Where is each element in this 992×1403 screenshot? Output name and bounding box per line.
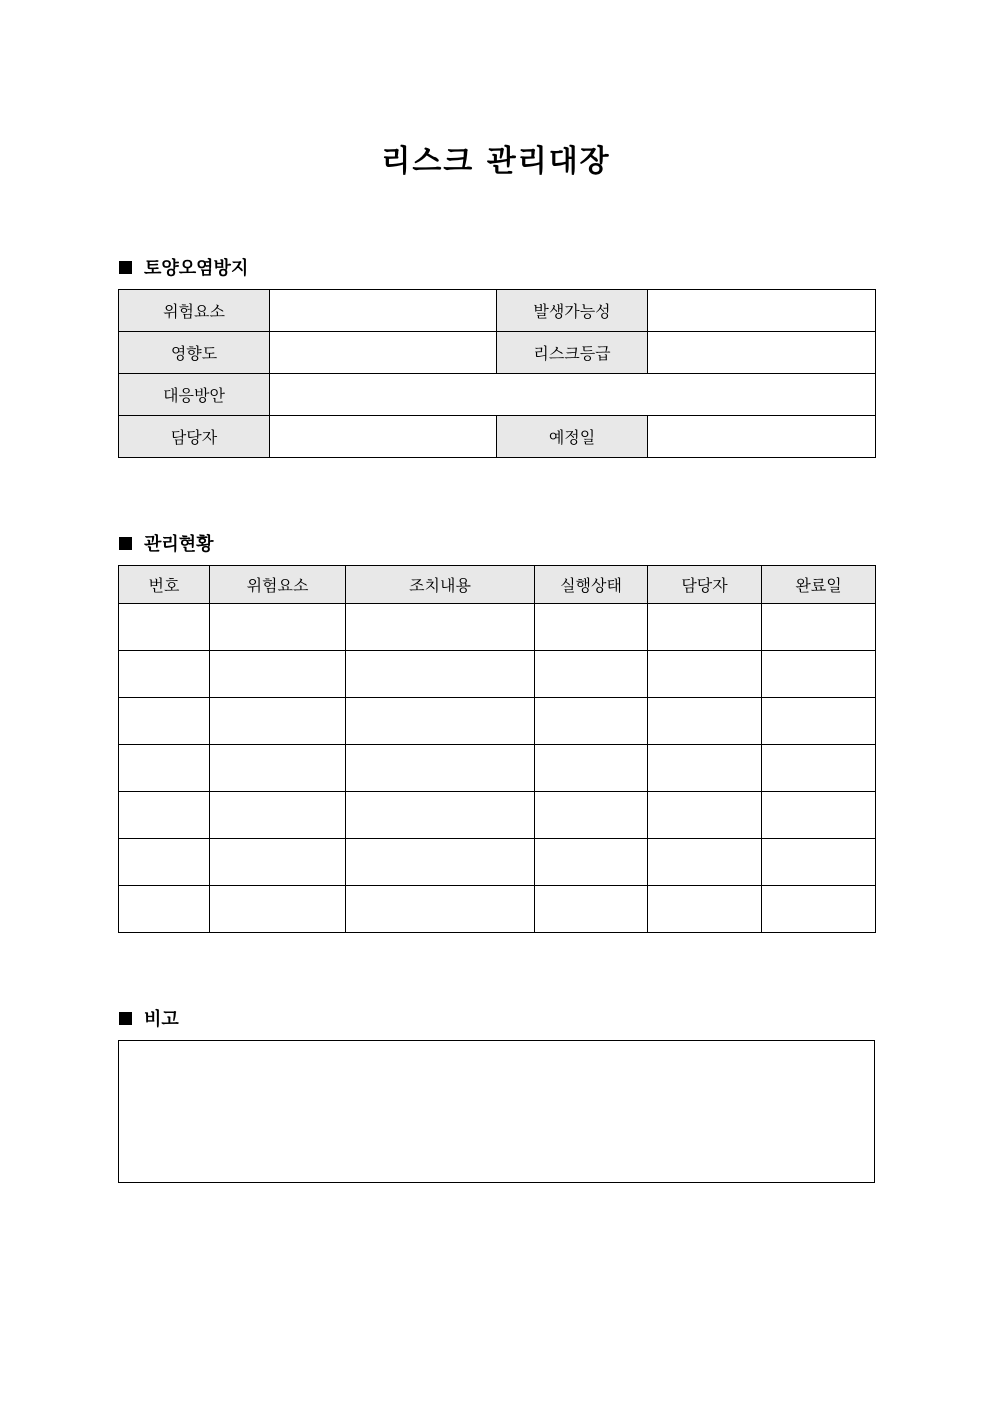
table-cell[interactable] — [119, 792, 210, 839]
table-cell[interactable] — [210, 839, 346, 886]
table-row — [119, 745, 876, 792]
table-cell[interactable] — [762, 839, 876, 886]
table-cell[interactable] — [119, 886, 210, 933]
risk-factor-label: 위험요소 — [119, 290, 270, 332]
table-cell[interactable] — [346, 745, 535, 792]
risk-grade-field[interactable] — [648, 332, 876, 374]
table-row — [119, 839, 876, 886]
column-header: 위험요소 — [210, 566, 346, 604]
impact-label: 영향도 — [119, 332, 270, 374]
table-cell[interactable] — [648, 839, 762, 886]
scheduled-date-field[interactable] — [648, 416, 876, 458]
scheduled-date-label: 예정일 — [497, 416, 648, 458]
column-header: 실행상태 — [535, 566, 648, 604]
table-cell[interactable] — [762, 604, 876, 651]
table-cell[interactable] — [535, 745, 648, 792]
page-title: 리스크 관리대장 — [381, 144, 611, 179]
table-cell[interactable] — [346, 698, 535, 745]
table-cell[interactable] — [346, 792, 535, 839]
management-status-table — [118, 565, 876, 933]
table-cell[interactable] — [648, 698, 762, 745]
column-header: 조치내용 — [346, 566, 535, 604]
table-cell[interactable] — [346, 604, 535, 651]
table-cell[interactable] — [119, 651, 210, 698]
table-row — [119, 604, 876, 651]
table-cell[interactable] — [535, 604, 648, 651]
square-bullet-icon — [119, 537, 132, 550]
square-bullet-icon — [119, 1012, 132, 1025]
table-cell[interactable] — [119, 698, 210, 745]
table-row — [119, 886, 876, 933]
owner-label: 담당자 — [119, 416, 270, 458]
table-cell[interactable] — [762, 698, 876, 745]
table-cell[interactable] — [346, 839, 535, 886]
risk-factor-field[interactable] — [270, 290, 497, 332]
section-heading-label: 관리현황 — [144, 534, 214, 555]
owner-field[interactable] — [270, 416, 497, 458]
section-heading-soil — [119, 254, 248, 280]
response-plan-label: 대응방안 — [119, 374, 270, 416]
section-heading-notes — [119, 1005, 179, 1031]
table-cell[interactable] — [119, 604, 210, 651]
table-cell[interactable] — [762, 651, 876, 698]
risk-grade-label: 리스크등급 — [497, 332, 648, 374]
table-cell[interactable] — [535, 651, 648, 698]
table-cell[interactable] — [210, 792, 346, 839]
impact-field[interactable] — [270, 332, 497, 374]
response-plan-field[interactable] — [270, 374, 876, 416]
table-cell[interactable] — [210, 651, 346, 698]
table-cell[interactable] — [210, 604, 346, 651]
table-cell[interactable] — [648, 792, 762, 839]
table-row — [119, 651, 876, 698]
table-cell[interactable] — [210, 886, 346, 933]
table-cell[interactable] — [648, 745, 762, 792]
table-cell[interactable] — [648, 604, 762, 651]
table-cell[interactable] — [648, 651, 762, 698]
table-cell[interactable] — [346, 886, 535, 933]
section-heading-status — [119, 530, 214, 556]
table-cell[interactable] — [648, 886, 762, 933]
table-cell[interactable] — [119, 839, 210, 886]
square-bullet-icon — [119, 261, 132, 274]
column-header: 담당자 — [648, 566, 762, 604]
table-header-row — [119, 566, 876, 604]
table-cell[interactable] — [762, 745, 876, 792]
table-cell[interactable] — [346, 651, 535, 698]
table-row — [119, 698, 876, 745]
section-heading-label: 비고 — [144, 1009, 179, 1030]
likelihood-label: 발생가능성 — [497, 290, 648, 332]
table-cell[interactable] — [535, 839, 648, 886]
table-cell[interactable] — [762, 792, 876, 839]
table-cell[interactable] — [119, 745, 210, 792]
risk-info-table — [118, 289, 876, 458]
notes-box[interactable] — [118, 1040, 875, 1183]
table-cell[interactable] — [535, 792, 648, 839]
likelihood-field[interactable] — [648, 290, 876, 332]
table-cell[interactable] — [210, 698, 346, 745]
table-cell[interactable] — [762, 886, 876, 933]
table-cell[interactable] — [535, 698, 648, 745]
column-header: 번호 — [119, 566, 210, 604]
table-cell[interactable] — [210, 745, 346, 792]
table-row — [119, 792, 876, 839]
column-header: 완료일 — [762, 566, 876, 604]
section-heading-label: 토양오염방지 — [144, 258, 249, 279]
table-cell[interactable] — [535, 886, 648, 933]
